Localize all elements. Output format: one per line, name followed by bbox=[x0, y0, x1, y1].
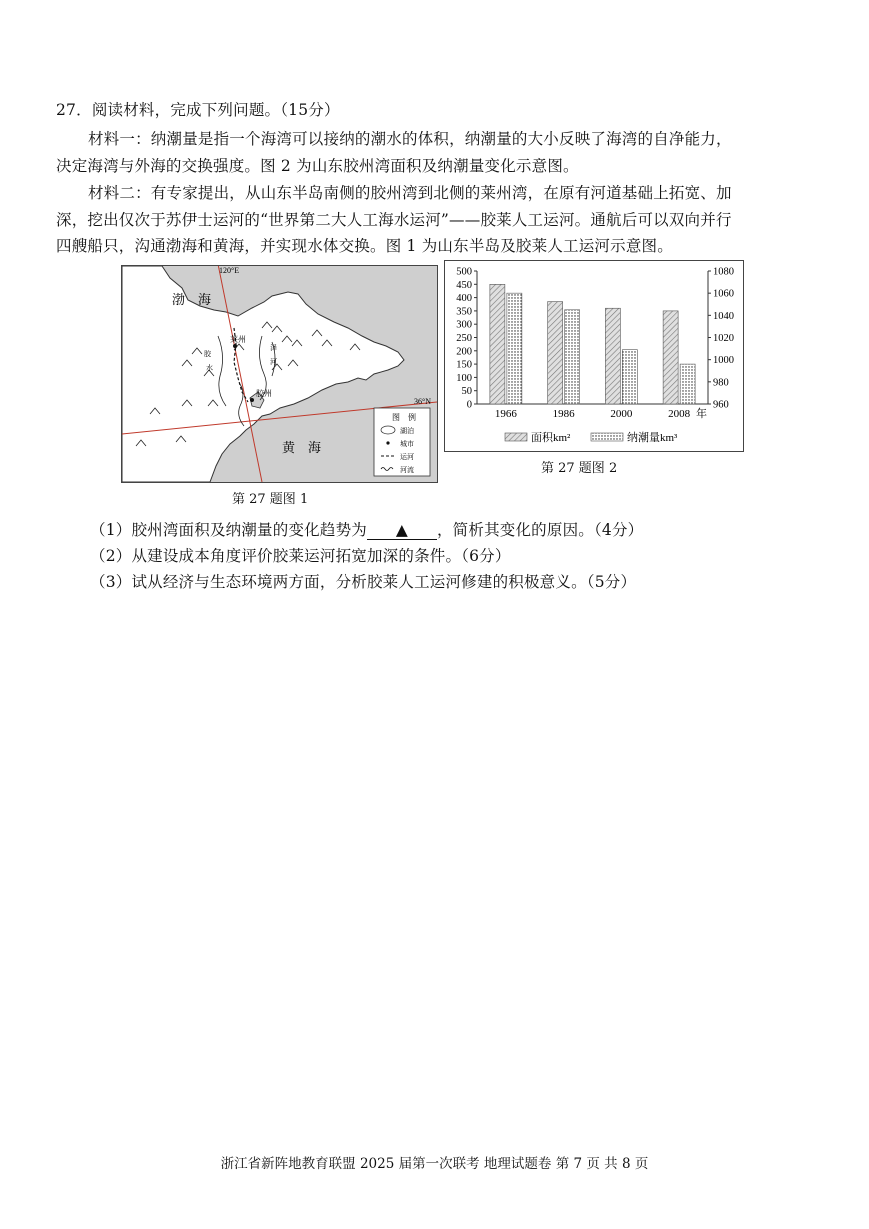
question-title: 27．阅读材料，完成下列问题。（15分） bbox=[56, 101, 340, 119]
bar-tidal-2000 bbox=[622, 350, 637, 404]
bar-tidal-1966 bbox=[507, 293, 522, 404]
material-2-line-3: 四艘船只，沟通渤海和黄海，并实现水体交换。图 1 为山东半岛及胶莱人工运河示意图。 bbox=[56, 237, 673, 255]
sub-question-1 bbox=[90, 518, 643, 540]
left-tick-label: 250 bbox=[456, 333, 472, 344]
bar-area-2000 bbox=[605, 308, 620, 404]
left-tick-label: 150 bbox=[456, 359, 472, 371]
material-1-line-2: 决定海湾与外海的交换强度。图 2 为山东胶州湾面积及纳潮量变化示意图。 bbox=[56, 157, 579, 175]
right-tick-label: 1080 bbox=[713, 266, 734, 278]
material-1-line-1: 材料一：纳潮量是指一个海湾可以接纳的潮水的体积，纳潮量的大小反映了海湾的自净能力， bbox=[88, 130, 732, 148]
page-footer: 浙江省新阵地教育联盟 2025 届第一次联考 地理试题卷 第 7 页 共 8 页 bbox=[220, 1156, 649, 1172]
jiaozhou-city-marker bbox=[250, 398, 254, 402]
bar-tidal-2008 bbox=[680, 364, 695, 404]
left-tick-label: 100 bbox=[456, 372, 472, 384]
left-tick-label: 400 bbox=[456, 293, 472, 305]
laizhou-label: 莱州 bbox=[230, 335, 246, 344]
bar-chart bbox=[445, 261, 743, 451]
right-tick-label: 1040 bbox=[713, 310, 734, 322]
answer-blank: ▲ bbox=[367, 521, 437, 540]
right-tick-label: 980 bbox=[713, 377, 729, 389]
left-tick-label: 450 bbox=[456, 279, 472, 291]
material-2-line-1: 材料二：有专家提出，从山东半岛南侧的胶州湾到北侧的莱州湾，在原有河道基础上拓宽、加 bbox=[88, 184, 732, 202]
chart-figure bbox=[444, 260, 744, 452]
legend-river: 河流 bbox=[400, 466, 414, 474]
x-tick-label: 2000 bbox=[610, 408, 633, 420]
map-figure bbox=[121, 265, 438, 483]
left-tick-label: 300 bbox=[456, 319, 472, 331]
right-tick-label: 1000 bbox=[713, 355, 734, 367]
legend-swatch-tidal bbox=[591, 433, 623, 441]
left-tick-label: 0 bbox=[466, 399, 472, 411]
sub-question-2: （2）从建设成本角度评价胶莱运河拓宽加深的条件。（6分） bbox=[90, 547, 511, 565]
bar-area-2008 bbox=[663, 311, 678, 404]
left-tick-label: 500 bbox=[456, 266, 472, 278]
right-tick-label: 960 bbox=[713, 399, 729, 411]
river-label-jiao: 胶 bbox=[204, 350, 211, 358]
bohai-label: 渤 海 bbox=[172, 292, 212, 307]
right-tick-label: 1020 bbox=[713, 333, 734, 344]
laizhou-city-marker bbox=[233, 344, 237, 348]
legend-title: 图 例 bbox=[392, 413, 416, 422]
sub-question-3: （3）试从经济与生态环境两方面，分析胶莱人工运河修建的积极意义。（5分） bbox=[90, 573, 637, 591]
left-tick-label: 350 bbox=[456, 306, 472, 318]
material-2-line-2: 深，挖出仅次于苏伊士运河的“世界第二大人工海水运河”——胶莱人工运河。通航后可以双向并行 bbox=[56, 211, 732, 229]
legend-label-tidal: 纳潮量km³ bbox=[627, 432, 678, 444]
right-tick-label: 1060 bbox=[713, 288, 734, 300]
sub-question-1-tail: ，简析其变化的原因。（4分） bbox=[436, 521, 644, 539]
latitude-label: 36°N bbox=[414, 397, 431, 406]
map-caption: 第 27 题图 1 bbox=[232, 492, 309, 507]
longitude-label: 120°E bbox=[219, 266, 240, 275]
x-tick-label: 2008 bbox=[668, 408, 691, 420]
legend-canal: 运河 bbox=[400, 453, 414, 461]
map-legend bbox=[374, 408, 430, 476]
legend-city: 城市 bbox=[400, 440, 414, 448]
legend-lake: 湖泊 bbox=[400, 427, 414, 435]
x-unit-label: 年 bbox=[696, 408, 707, 420]
left-tick-label: 50 bbox=[461, 386, 472, 398]
x-tick-label: 1966 bbox=[494, 408, 517, 420]
left-tick-label: 200 bbox=[456, 346, 472, 358]
sub-question-1-text: （1）胶州湾面积及纳潮量的变化趋势为 bbox=[90, 521, 367, 539]
huanghai-label: 黄 海 bbox=[282, 440, 322, 455]
shandong-map bbox=[122, 266, 437, 482]
river-label-shui: 水 bbox=[206, 364, 213, 372]
river-label-ze: 泽 bbox=[270, 344, 277, 352]
x-tick-label: 1986 bbox=[552, 408, 575, 420]
legend-label-area: 面积km² bbox=[531, 432, 571, 444]
legend-swatch-area bbox=[505, 433, 527, 441]
jiaozhou-label: 胶州 bbox=[256, 389, 272, 398]
chart-caption: 第 27 题图 2 bbox=[541, 461, 618, 476]
bar-tidal-1986 bbox=[565, 310, 580, 404]
bar-area-1986 bbox=[548, 302, 563, 404]
river-label-he: 河 bbox=[270, 358, 277, 366]
bar-area-1966 bbox=[490, 284, 505, 404]
